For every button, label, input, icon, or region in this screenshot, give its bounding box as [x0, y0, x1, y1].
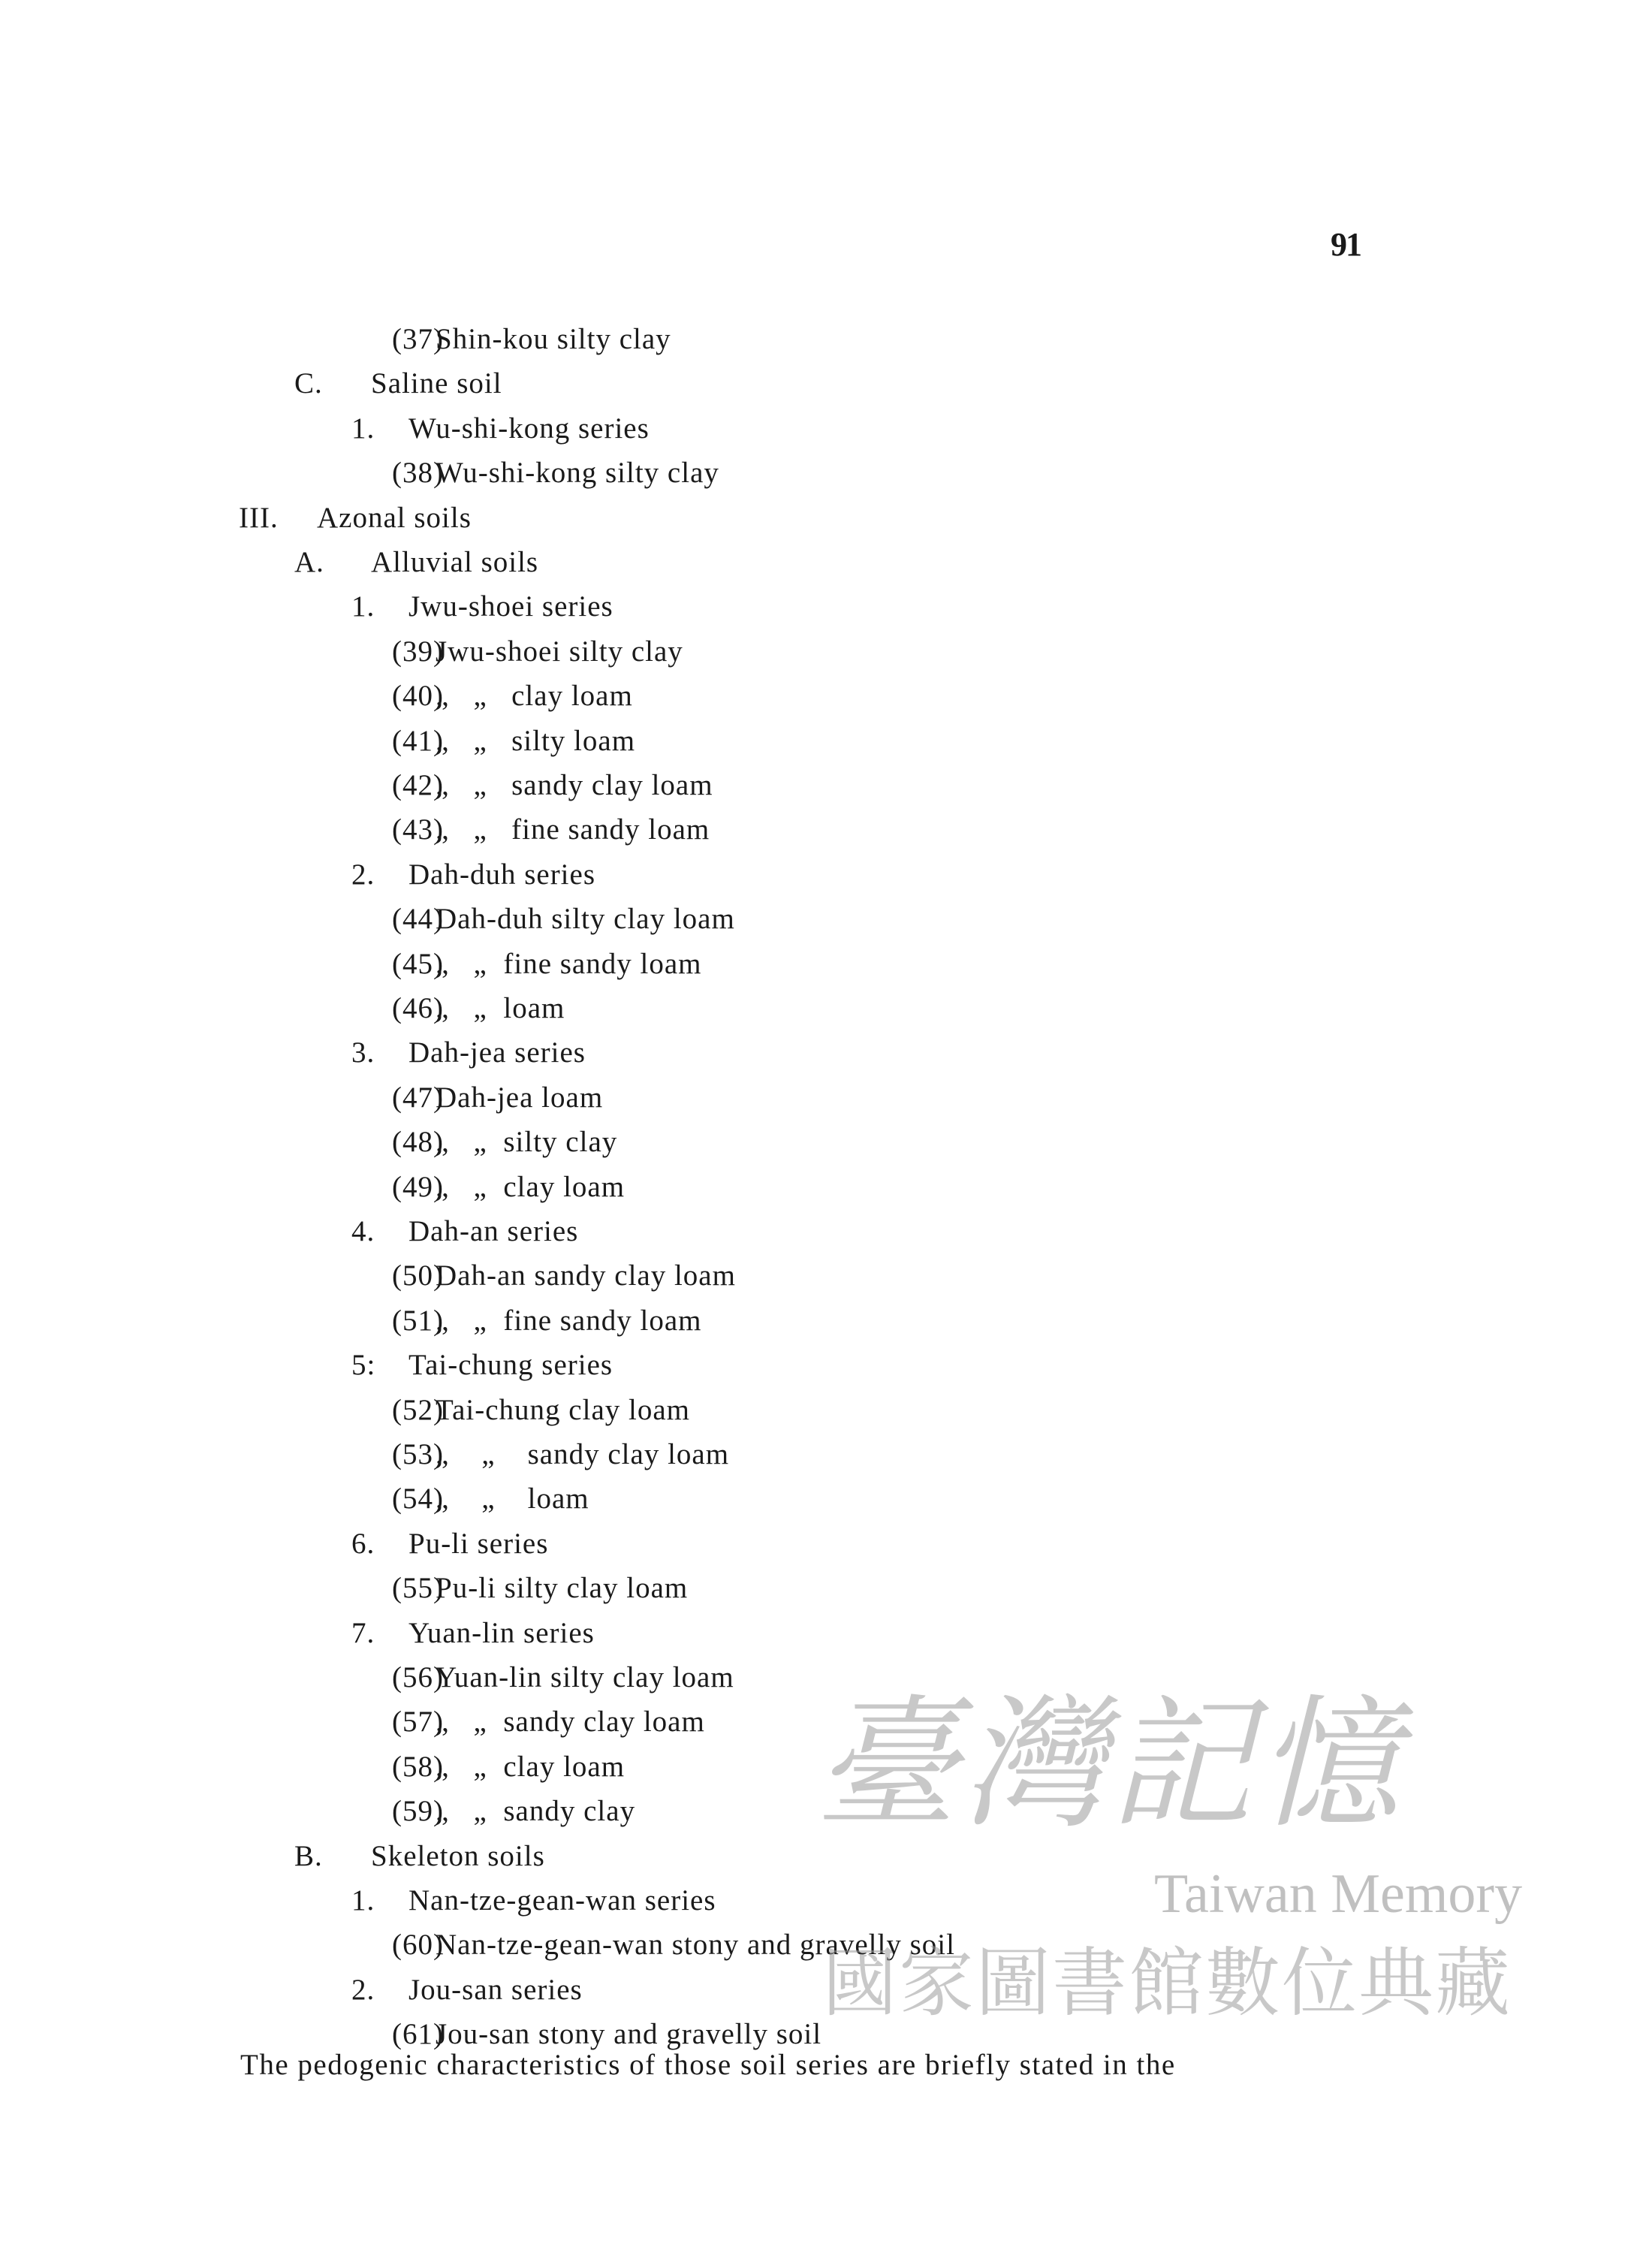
outline-item: [392, 1570, 688, 1606]
outline-item: [351, 1214, 578, 1250]
outline-item-text: Skeleton soils: [371, 1839, 545, 1872]
outline-item-number: 5:: [351, 1349, 376, 1382]
outline-item-text: Yuan-lin series: [408, 1616, 595, 1649]
outline-item: [351, 411, 650, 447]
outline-item: [351, 1883, 716, 1919]
outline-item: [392, 634, 683, 670]
outline-item-number: (52): [392, 1393, 444, 1426]
outline-item-text: Dah-an sandy clay loam: [436, 1259, 736, 1292]
taiwan-memory-watermark: [815, 1682, 1536, 2043]
outline-item: [294, 544, 538, 581]
outline-item-number: (60): [392, 1929, 444, 1962]
outline-item-number: (61): [392, 2018, 444, 2051]
outline-item-text: Nan-tze-gean-wan series: [408, 1884, 716, 1917]
outline-item: [351, 1035, 586, 1071]
outline-item-number: (58): [392, 1750, 444, 1783]
outline-item: [392, 768, 713, 804]
outline-item: [392, 946, 701, 982]
outline-item-text: „ „ loam: [436, 992, 565, 1024]
outline-item: [392, 901, 735, 937]
outline-item-number: (51): [392, 1304, 444, 1337]
outline-item: [392, 1437, 729, 1473]
outline-item-text: „ „ sandy clay loam: [436, 1438, 730, 1470]
outline-item: [392, 678, 633, 714]
outline-item: [392, 1749, 625, 1785]
outline-item-number: 7.: [351, 1616, 375, 1649]
outline-item-text: Jwu-shoei series: [408, 590, 613, 623]
outline-item-text: „ „ fine sandy loam: [436, 947, 702, 980]
outline-item-number: (39): [392, 635, 444, 668]
outline-item-text: Nan-tze-gean-wan stony and gravelly soil: [436, 1929, 955, 1962]
outline-item-number: (57): [392, 1706, 444, 1739]
outline-item: [294, 366, 502, 402]
page-number: 91: [1331, 226, 1361, 263]
outline-item-text: „ „ fine sandy loam: [436, 1304, 702, 1337]
outline-item-text: „ „ clay loam: [436, 1750, 626, 1783]
outline-item-number: (38): [392, 457, 444, 490]
outline-item: [351, 857, 595, 893]
outline-item: [392, 1303, 701, 1339]
outline-item-text: „ „ clay loam: [436, 1170, 626, 1203]
outline-item: [392, 1793, 635, 1829]
outline-item-text: Tai-chung clay loam: [436, 1393, 690, 1426]
outline-item-number: (46): [392, 992, 444, 1024]
outline-item: [392, 321, 671, 357]
outline-item: [392, 1392, 690, 1428]
outline-item-text: „ „ silty loam: [436, 724, 636, 757]
outline-item-text: „ „ sandy clay: [436, 1795, 636, 1828]
outline-item-text: Dah-duh silty clay loam: [436, 903, 735, 936]
outline-item-text: „ „ clay loam: [436, 680, 633, 713]
outline-item-number: B.: [294, 1839, 323, 1872]
outline-item: [239, 500, 472, 536]
outline-item: [392, 991, 565, 1027]
outline-item-text: Shin-kou silty clay: [436, 323, 671, 355]
outline-item-number: 1.: [351, 1884, 375, 1917]
outline-item-number: (44): [392, 903, 444, 936]
outline-item-number: A.: [294, 546, 324, 578]
outline-item-number: (40): [392, 680, 444, 713]
outline-item: [351, 589, 613, 625]
outline-item-number: 6.: [351, 1527, 375, 1560]
outline-item-text: Yuan-lin silty clay loam: [436, 1661, 734, 1694]
outline-item-number: (47): [392, 1081, 444, 1114]
outline-item-text: „ „ loam: [436, 1482, 589, 1516]
outline-item-number: (37): [392, 323, 444, 355]
outline-item-number: C.: [294, 367, 323, 400]
outline-item: [392, 1258, 736, 1294]
outline-item-text: Dah-an series: [408, 1215, 579, 1247]
outline-item: [392, 455, 719, 491]
outline-item-number: (49): [392, 1170, 444, 1203]
outline-item-number: 2.: [351, 858, 375, 891]
outline-item: [351, 1972, 583, 2008]
outline-item-text: Tai-chung series: [408, 1349, 613, 1382]
outline-item: [392, 1169, 625, 1205]
outline-item: [392, 1080, 603, 1116]
outline-item-number: (42): [392, 769, 444, 801]
outline-item-text: Alluvial soils: [371, 546, 539, 578]
outline-item-number: (54): [392, 1482, 444, 1516]
outline-item: [294, 1838, 545, 1874]
outline-item-text: Pu-li silty clay loam: [436, 1572, 689, 1605]
watermark-english-title: Taiwan Memory: [1154, 1863, 1523, 1925]
outline-item-text: Jou-san series: [408, 1973, 583, 2006]
outline-item: [351, 1615, 595, 1651]
outline-item-text: Dah-duh series: [408, 858, 596, 891]
outline-item: [392, 812, 710, 848]
outline-item-text: Jwu-shoei silty clay: [436, 635, 683, 668]
outline-item-text: „ „ sandy clay loam: [436, 769, 713, 801]
outline-item-number: (53): [392, 1438, 444, 1470]
watermark-chinese-title: 臺灣記憶: [815, 1681, 1404, 1847]
outline-item-number: 1.: [351, 590, 375, 623]
outline-item-number: 4.: [351, 1215, 375, 1247]
outline-item: [392, 723, 635, 759]
outline-item-text: Dah-jea series: [408, 1036, 586, 1069]
outline-item-text: Azonal soils: [317, 501, 472, 534]
outline-item-number: (41): [392, 724, 444, 757]
outline-item-text: „ „ fine sandy loam: [436, 813, 710, 846]
outline-item-number: 1.: [351, 412, 375, 445]
outline-item-number: III.: [239, 501, 279, 534]
footer-paragraph: The pedogenic characteristics of those soil series are briefly stated in the: [240, 2049, 1176, 2081]
outline-item-text: Pu-li series: [408, 1527, 549, 1560]
outline-item: [392, 1660, 734, 1696]
outline-item-text: Wu-shi-kong silty clay: [436, 457, 719, 490]
outline-item-text: Jou-san stony and gravelly soil: [436, 2018, 822, 2051]
outline-item-number: (56): [392, 1661, 444, 1694]
outline-item-number: (45): [392, 947, 444, 980]
outline-item: [392, 1704, 705, 1740]
outline-item: [392, 1481, 589, 1517]
outline-item: [351, 1347, 613, 1383]
outline-item-number: (59): [392, 1795, 444, 1828]
outline-item-number: (43): [392, 813, 444, 846]
outline-item-number: 3.: [351, 1036, 375, 1069]
outline-item-number: (55): [392, 1572, 444, 1605]
outline-item: [351, 1526, 548, 1562]
outline-item-text: Saline soil: [371, 367, 502, 400]
outline-item-number: 2.: [351, 1973, 375, 2006]
outline-item-number: (50): [392, 1259, 444, 1292]
outline-item-text: Wu-shi-kong series: [408, 412, 650, 445]
outline-item-text: Dah-jea loam: [436, 1081, 604, 1114]
outline-item-text: „ „ sandy clay loam: [436, 1706, 705, 1739]
watermark-library-name: 國家圖書館數位典藏: [822, 1939, 1512, 2027]
outline-item-number: (48): [392, 1126, 444, 1159]
outline-item-text: „ „ silty clay: [436, 1126, 618, 1159]
outline-item: [392, 1124, 617, 1160]
